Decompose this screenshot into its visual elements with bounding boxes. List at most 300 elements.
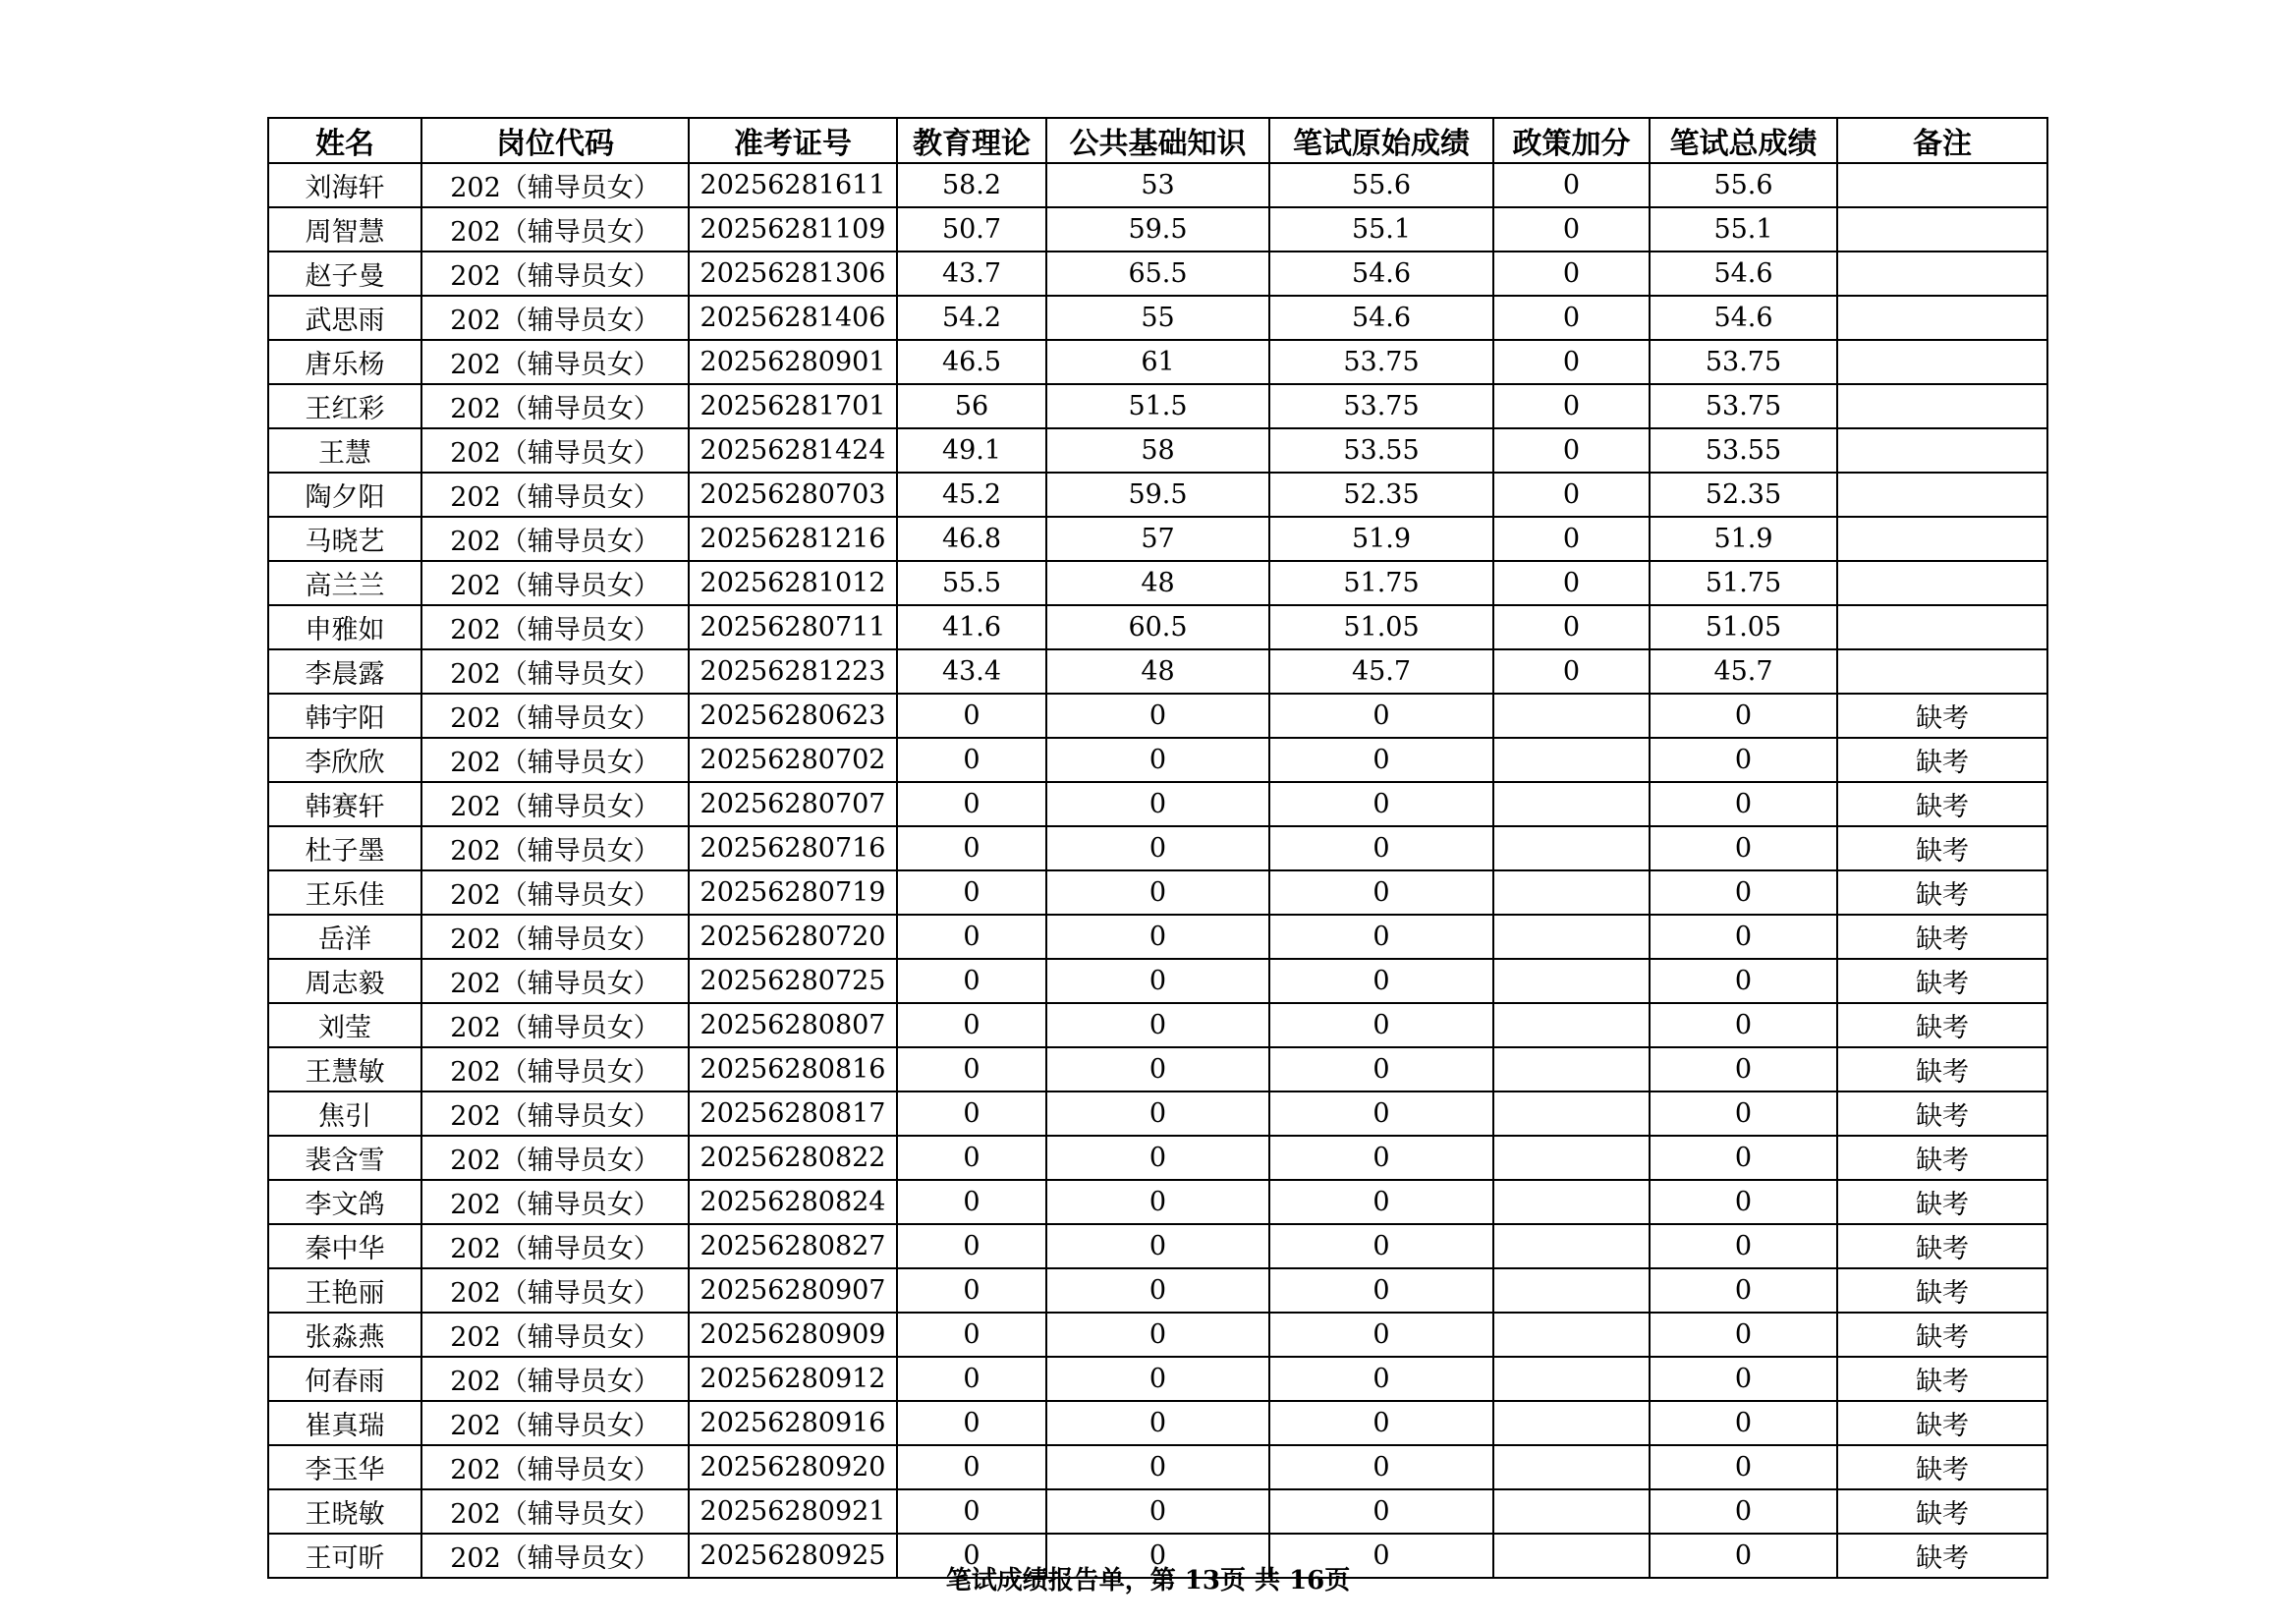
cell-education-theory: 50.7 bbox=[897, 207, 1046, 252]
cell-ticket-number: 20256280711 bbox=[689, 605, 897, 649]
cell-raw-score: 0 bbox=[1269, 694, 1493, 738]
cell-education-theory: 49.1 bbox=[897, 428, 1046, 473]
cell-policy-bonus bbox=[1493, 1091, 1650, 1136]
cell-total-score: 51.75 bbox=[1650, 561, 1837, 605]
table-row bbox=[268, 605, 2047, 649]
cell-remark: 缺考 bbox=[1837, 1445, 2047, 1489]
cell-raw-score: 54.6 bbox=[1269, 252, 1493, 296]
cell-education-theory: 0 bbox=[897, 1357, 1046, 1401]
cell-remark: 缺考 bbox=[1837, 1534, 2047, 1578]
cell-raw-score: 0 bbox=[1269, 1180, 1493, 1224]
cell-position-code: 202（辅导员女） bbox=[421, 1313, 689, 1357]
cell-remark bbox=[1837, 473, 2047, 517]
cell-remark bbox=[1837, 296, 2047, 340]
table-row bbox=[268, 340, 2047, 384]
cell-education-theory: 0 bbox=[897, 915, 1046, 959]
cell-ticket-number: 20256280901 bbox=[689, 340, 897, 384]
cell-education-theory: 46.5 bbox=[897, 340, 1046, 384]
table-row bbox=[268, 561, 2047, 605]
cell-position-code: 202（辅导员女） bbox=[421, 517, 689, 561]
cell-public-knowledge: 60.5 bbox=[1046, 605, 1269, 649]
cell-name: 唐乐杨 bbox=[268, 340, 421, 384]
cell-raw-score: 0 bbox=[1269, 1224, 1493, 1268]
table-row bbox=[268, 782, 2047, 826]
cell-policy-bonus bbox=[1493, 870, 1650, 915]
cell-ticket-number: 20256281012 bbox=[689, 561, 897, 605]
cell-policy-bonus: 0 bbox=[1493, 561, 1650, 605]
cell-name: 王可昕 bbox=[268, 1534, 421, 1578]
header-raw-score: 笔试原始成绩 bbox=[1269, 118, 1493, 163]
cell-name: 高兰兰 bbox=[268, 561, 421, 605]
table-row bbox=[268, 1091, 2047, 1136]
cell-position-code: 202（辅导员女） bbox=[421, 1224, 689, 1268]
cell-raw-score: 0 bbox=[1269, 870, 1493, 915]
cell-position-code: 202（辅导员女） bbox=[421, 915, 689, 959]
cell-policy-bonus bbox=[1493, 915, 1650, 959]
cell-policy-bonus: 0 bbox=[1493, 517, 1650, 561]
table-row bbox=[268, 959, 2047, 1003]
cell-ticket-number: 20256280623 bbox=[689, 694, 897, 738]
cell-policy-bonus: 0 bbox=[1493, 296, 1650, 340]
cell-total-score: 0 bbox=[1650, 782, 1837, 826]
cell-remark: 缺考 bbox=[1837, 826, 2047, 870]
cell-public-knowledge: 0 bbox=[1046, 959, 1269, 1003]
cell-name: 焦引 bbox=[268, 1091, 421, 1136]
cell-public-knowledge: 0 bbox=[1046, 1091, 1269, 1136]
cell-name: 王乐佳 bbox=[268, 870, 421, 915]
cell-raw-score: 55.6 bbox=[1269, 163, 1493, 207]
cell-policy-bonus bbox=[1493, 1224, 1650, 1268]
cell-public-knowledge: 59.5 bbox=[1046, 473, 1269, 517]
cell-total-score: 55.1 bbox=[1650, 207, 1837, 252]
cell-raw-score: 0 bbox=[1269, 915, 1493, 959]
cell-total-score: 0 bbox=[1650, 1091, 1837, 1136]
table-row bbox=[268, 870, 2047, 915]
cell-name: 李晨露 bbox=[268, 649, 421, 694]
cell-raw-score: 0 bbox=[1269, 1091, 1493, 1136]
cell-public-knowledge: 0 bbox=[1046, 1313, 1269, 1357]
cell-policy-bonus bbox=[1493, 1180, 1650, 1224]
cell-name: 王慧敏 bbox=[268, 1047, 421, 1091]
cell-name: 刘海轩 bbox=[268, 163, 421, 207]
cell-policy-bonus: 0 bbox=[1493, 163, 1650, 207]
cell-raw-score: 51.05 bbox=[1269, 605, 1493, 649]
cell-remark: 缺考 bbox=[1837, 1091, 2047, 1136]
cell-remark bbox=[1837, 605, 2047, 649]
cell-position-code: 202（辅导员女） bbox=[421, 1180, 689, 1224]
cell-total-score: 0 bbox=[1650, 1401, 1837, 1445]
cell-raw-score: 0 bbox=[1269, 1136, 1493, 1180]
cell-ticket-number: 20256281424 bbox=[689, 428, 897, 473]
table-row bbox=[268, 1445, 2047, 1489]
cell-remark: 缺考 bbox=[1837, 1180, 2047, 1224]
cell-public-knowledge: 0 bbox=[1046, 1534, 1269, 1578]
cell-remark: 缺考 bbox=[1837, 870, 2047, 915]
cell-policy-bonus bbox=[1493, 1445, 1650, 1489]
cell-ticket-number: 20256280702 bbox=[689, 738, 897, 782]
cell-ticket-number: 20256281109 bbox=[689, 207, 897, 252]
cell-raw-score: 0 bbox=[1269, 1357, 1493, 1401]
cell-policy-bonus: 0 bbox=[1493, 649, 1650, 694]
cell-education-theory: 56 bbox=[897, 384, 1046, 428]
cell-remark: 缺考 bbox=[1837, 738, 2047, 782]
cell-public-knowledge: 0 bbox=[1046, 1180, 1269, 1224]
cell-position-code: 202（辅导员女） bbox=[421, 1091, 689, 1136]
page-footer: 笔试成绩报告单，第 13页 共 16页 bbox=[945, 1566, 1351, 1595]
cell-education-theory: 0 bbox=[897, 782, 1046, 826]
cell-raw-score: 51.9 bbox=[1269, 517, 1493, 561]
cell-total-score: 0 bbox=[1650, 1313, 1837, 1357]
cell-total-score: 0 bbox=[1650, 826, 1837, 870]
cell-position-code: 202（辅导员女） bbox=[421, 1489, 689, 1534]
header-education-theory: 教育理论 bbox=[897, 118, 1046, 163]
cell-total-score: 0 bbox=[1650, 1136, 1837, 1180]
cell-public-knowledge: 0 bbox=[1046, 1047, 1269, 1091]
cell-policy-bonus: 0 bbox=[1493, 384, 1650, 428]
cell-remark: 缺考 bbox=[1837, 915, 2047, 959]
cell-position-code: 202（辅导员女） bbox=[421, 1136, 689, 1180]
cell-remark: 缺考 bbox=[1837, 1136, 2047, 1180]
cell-public-knowledge: 0 bbox=[1046, 1489, 1269, 1534]
cell-public-knowledge: 55 bbox=[1046, 296, 1269, 340]
cell-ticket-number: 20256280817 bbox=[689, 1091, 897, 1136]
cell-public-knowledge: 0 bbox=[1046, 1003, 1269, 1047]
cell-name: 马晓艺 bbox=[268, 517, 421, 561]
cell-ticket-number: 20256280907 bbox=[689, 1268, 897, 1313]
cell-policy-bonus bbox=[1493, 826, 1650, 870]
cell-remark: 缺考 bbox=[1837, 694, 2047, 738]
cell-raw-score: 53.75 bbox=[1269, 384, 1493, 428]
cell-public-knowledge: 0 bbox=[1046, 738, 1269, 782]
cell-name: 崔真瑞 bbox=[268, 1401, 421, 1445]
table-row bbox=[268, 915, 2047, 959]
cell-education-theory: 0 bbox=[897, 959, 1046, 1003]
cell-position-code: 202（辅导员女） bbox=[421, 252, 689, 296]
cell-education-theory: 0 bbox=[897, 738, 1046, 782]
cell-raw-score: 54.6 bbox=[1269, 296, 1493, 340]
cell-raw-score: 0 bbox=[1269, 826, 1493, 870]
cell-raw-score: 0 bbox=[1269, 1313, 1493, 1357]
cell-ticket-number: 20256280921 bbox=[689, 1489, 897, 1534]
cell-education-theory: 0 bbox=[897, 1445, 1046, 1489]
cell-total-score: 0 bbox=[1650, 1180, 1837, 1224]
cell-total-score: 0 bbox=[1650, 1047, 1837, 1091]
cell-policy-bonus bbox=[1493, 1003, 1650, 1047]
table-row bbox=[268, 738, 2047, 782]
cell-total-score: 0 bbox=[1650, 694, 1837, 738]
cell-public-knowledge: 0 bbox=[1046, 782, 1269, 826]
cell-policy-bonus bbox=[1493, 694, 1650, 738]
cell-policy-bonus: 0 bbox=[1493, 340, 1650, 384]
cell-public-knowledge: 48 bbox=[1046, 561, 1269, 605]
cell-education-theory: 0 bbox=[897, 1136, 1046, 1180]
cell-policy-bonus bbox=[1493, 1136, 1650, 1180]
cell-total-score: 0 bbox=[1650, 1268, 1837, 1313]
cell-policy-bonus bbox=[1493, 1401, 1650, 1445]
cell-raw-score: 51.75 bbox=[1269, 561, 1493, 605]
cell-total-score: 0 bbox=[1650, 1003, 1837, 1047]
cell-raw-score: 53.75 bbox=[1269, 340, 1493, 384]
table-row bbox=[268, 473, 2047, 517]
cell-education-theory: 0 bbox=[897, 1534, 1046, 1578]
cell-remark bbox=[1837, 384, 2047, 428]
cell-total-score: 45.7 bbox=[1650, 649, 1837, 694]
cell-public-knowledge: 0 bbox=[1046, 915, 1269, 959]
cell-position-code: 202（辅导员女） bbox=[421, 738, 689, 782]
cell-ticket-number: 20256280925 bbox=[689, 1534, 897, 1578]
table-row bbox=[268, 649, 2047, 694]
cell-raw-score: 0 bbox=[1269, 782, 1493, 826]
cell-ticket-number: 20256280725 bbox=[689, 959, 897, 1003]
cell-position-code: 202（辅导员女） bbox=[421, 207, 689, 252]
cell-name: 周智慧 bbox=[268, 207, 421, 252]
cell-name: 韩宇阳 bbox=[268, 694, 421, 738]
cell-raw-score: 0 bbox=[1269, 1268, 1493, 1313]
header-total-score: 笔试总成绩 bbox=[1650, 118, 1837, 163]
cell-position-code: 202（辅导员女） bbox=[421, 605, 689, 649]
cell-total-score: 51.9 bbox=[1650, 517, 1837, 561]
cell-position-code: 202（辅导员女） bbox=[421, 428, 689, 473]
cell-ticket-number: 20256280909 bbox=[689, 1313, 897, 1357]
cell-name: 秦中华 bbox=[268, 1224, 421, 1268]
header-position-code: 岗位代码 bbox=[421, 118, 689, 163]
cell-raw-score: 0 bbox=[1269, 959, 1493, 1003]
cell-public-knowledge: 51.5 bbox=[1046, 384, 1269, 428]
cell-remark: 缺考 bbox=[1837, 1357, 2047, 1401]
cell-total-score: 0 bbox=[1650, 1445, 1837, 1489]
cell-name: 王晓敏 bbox=[268, 1489, 421, 1534]
cell-policy-bonus: 0 bbox=[1493, 428, 1650, 473]
table-row bbox=[268, 1003, 2047, 1047]
cell-position-code: 202（辅导员女） bbox=[421, 473, 689, 517]
cell-remark: 缺考 bbox=[1837, 959, 2047, 1003]
cell-name: 赵子曼 bbox=[268, 252, 421, 296]
cell-remark bbox=[1837, 428, 2047, 473]
cell-name: 王艳丽 bbox=[268, 1268, 421, 1313]
cell-ticket-number: 20256281611 bbox=[689, 163, 897, 207]
header-name: 姓名 bbox=[268, 118, 421, 163]
cell-remark bbox=[1837, 163, 2047, 207]
cell-education-theory: 0 bbox=[897, 1401, 1046, 1445]
cell-policy-bonus: 0 bbox=[1493, 252, 1650, 296]
cell-name: 王红彩 bbox=[268, 384, 421, 428]
cell-policy-bonus bbox=[1493, 1047, 1650, 1091]
cell-ticket-number: 20256281216 bbox=[689, 517, 897, 561]
cell-name: 刘莹 bbox=[268, 1003, 421, 1047]
cell-position-code: 202（辅导员女） bbox=[421, 870, 689, 915]
cell-raw-score: 0 bbox=[1269, 738, 1493, 782]
table-row bbox=[268, 252, 2047, 296]
cell-position-code: 202（辅导员女） bbox=[421, 1445, 689, 1489]
cell-name: 杜子墨 bbox=[268, 826, 421, 870]
cell-ticket-number: 20256280920 bbox=[689, 1445, 897, 1489]
table-row bbox=[268, 1136, 2047, 1180]
cell-public-knowledge: 61 bbox=[1046, 340, 1269, 384]
header-ticket-number: 准考证号 bbox=[689, 118, 897, 163]
table-row bbox=[268, 1224, 2047, 1268]
cell-education-theory: 43.4 bbox=[897, 649, 1046, 694]
cell-remark bbox=[1837, 340, 2047, 384]
cell-name: 李文鸽 bbox=[268, 1180, 421, 1224]
cell-raw-score: 45.7 bbox=[1269, 649, 1493, 694]
cell-total-score: 53.75 bbox=[1650, 340, 1837, 384]
cell-ticket-number: 20256281406 bbox=[689, 296, 897, 340]
cell-name: 张淼燕 bbox=[268, 1313, 421, 1357]
cell-remark bbox=[1837, 207, 2047, 252]
cell-public-knowledge: 48 bbox=[1046, 649, 1269, 694]
header-public-knowledge: 公共基础知识 bbox=[1046, 118, 1269, 163]
cell-position-code: 202（辅导员女） bbox=[421, 384, 689, 428]
cell-ticket-number: 20256280719 bbox=[689, 870, 897, 915]
cell-public-knowledge: 58 bbox=[1046, 428, 1269, 473]
cell-education-theory: 0 bbox=[897, 694, 1046, 738]
table-row bbox=[268, 1313, 2047, 1357]
cell-raw-score: 0 bbox=[1269, 1003, 1493, 1047]
cell-policy-bonus bbox=[1493, 959, 1650, 1003]
cell-raw-score: 0 bbox=[1269, 1445, 1493, 1489]
cell-public-knowledge: 0 bbox=[1046, 1268, 1269, 1313]
table-row bbox=[268, 826, 2047, 870]
table-row bbox=[268, 694, 2047, 738]
cell-education-theory: 0 bbox=[897, 870, 1046, 915]
cell-remark bbox=[1837, 649, 2047, 694]
cell-position-code: 202（辅导员女） bbox=[421, 1003, 689, 1047]
cell-name: 何春雨 bbox=[268, 1357, 421, 1401]
cell-public-knowledge: 0 bbox=[1046, 1401, 1269, 1445]
cell-public-knowledge: 57 bbox=[1046, 517, 1269, 561]
cell-public-knowledge: 0 bbox=[1046, 694, 1269, 738]
cell-name: 韩赛轩 bbox=[268, 782, 421, 826]
cell-policy-bonus bbox=[1493, 782, 1650, 826]
cell-ticket-number: 20256280816 bbox=[689, 1047, 897, 1091]
cell-total-score: 0 bbox=[1650, 1224, 1837, 1268]
cell-ticket-number: 20256280807 bbox=[689, 1003, 897, 1047]
cell-ticket-number: 20256280912 bbox=[689, 1357, 897, 1401]
cell-total-score: 52.35 bbox=[1650, 473, 1837, 517]
cell-name: 王慧 bbox=[268, 428, 421, 473]
table-row bbox=[268, 163, 2047, 207]
cell-education-theory: 0 bbox=[897, 1091, 1046, 1136]
cell-education-theory: 0 bbox=[897, 1224, 1046, 1268]
cell-education-theory: 45.2 bbox=[897, 473, 1046, 517]
cell-remark: 缺考 bbox=[1837, 1224, 2047, 1268]
cell-position-code: 202（辅导员女） bbox=[421, 163, 689, 207]
cell-remark: 缺考 bbox=[1837, 1489, 2047, 1534]
cell-total-score: 53.55 bbox=[1650, 428, 1837, 473]
cell-total-score: 0 bbox=[1650, 738, 1837, 782]
score-table bbox=[267, 117, 2048, 1579]
cell-position-code: 202（辅导员女） bbox=[421, 1357, 689, 1401]
cell-policy-bonus: 0 bbox=[1493, 605, 1650, 649]
cell-name: 周志毅 bbox=[268, 959, 421, 1003]
cell-raw-score: 0 bbox=[1269, 1489, 1493, 1534]
cell-ticket-number: 20256281701 bbox=[689, 384, 897, 428]
cell-raw-score: 0 bbox=[1269, 1401, 1493, 1445]
table-row bbox=[268, 428, 2047, 473]
cell-education-theory: 0 bbox=[897, 1180, 1046, 1224]
cell-education-theory: 0 bbox=[897, 1268, 1046, 1313]
cell-total-score: 54.6 bbox=[1650, 296, 1837, 340]
cell-ticket-number: 20256280707 bbox=[689, 782, 897, 826]
cell-position-code: 202（辅导员女） bbox=[421, 782, 689, 826]
cell-ticket-number: 20256281306 bbox=[689, 252, 897, 296]
cell-raw-score: 55.1 bbox=[1269, 207, 1493, 252]
table-row bbox=[268, 384, 2047, 428]
cell-education-theory: 0 bbox=[897, 1003, 1046, 1047]
cell-name: 李欣欣 bbox=[268, 738, 421, 782]
cell-public-knowledge: 65.5 bbox=[1046, 252, 1269, 296]
cell-public-knowledge: 0 bbox=[1046, 1357, 1269, 1401]
cell-policy-bonus bbox=[1493, 1313, 1650, 1357]
cell-public-knowledge: 0 bbox=[1046, 1136, 1269, 1180]
table-row bbox=[268, 1489, 2047, 1534]
cell-policy-bonus bbox=[1493, 1357, 1650, 1401]
cell-remark bbox=[1837, 252, 2047, 296]
cell-public-knowledge: 53 bbox=[1046, 163, 1269, 207]
cell-public-knowledge: 0 bbox=[1046, 1224, 1269, 1268]
cell-name: 李玉华 bbox=[268, 1445, 421, 1489]
cell-total-score: 0 bbox=[1650, 959, 1837, 1003]
header-row bbox=[268, 118, 2047, 163]
cell-raw-score: 53.55 bbox=[1269, 428, 1493, 473]
cell-remark: 缺考 bbox=[1837, 1047, 2047, 1091]
cell-policy-bonus bbox=[1493, 738, 1650, 782]
cell-public-knowledge: 0 bbox=[1046, 826, 1269, 870]
cell-total-score: 0 bbox=[1650, 1357, 1837, 1401]
table-row bbox=[268, 207, 2047, 252]
cell-ticket-number: 20256281223 bbox=[689, 649, 897, 694]
cell-public-knowledge: 0 bbox=[1046, 870, 1269, 915]
cell-remark: 缺考 bbox=[1837, 1313, 2047, 1357]
cell-policy-bonus bbox=[1493, 1268, 1650, 1313]
cell-remark bbox=[1837, 561, 2047, 605]
cell-name: 武思雨 bbox=[268, 296, 421, 340]
cell-raw-score: 0 bbox=[1269, 1534, 1493, 1578]
cell-raw-score: 0 bbox=[1269, 1047, 1493, 1091]
cell-total-score: 54.6 bbox=[1650, 252, 1837, 296]
cell-total-score: 0 bbox=[1650, 870, 1837, 915]
cell-position-code: 202（辅导员女） bbox=[421, 561, 689, 605]
cell-education-theory: 54.2 bbox=[897, 296, 1046, 340]
cell-name: 裴含雪 bbox=[268, 1136, 421, 1180]
header-policy-bonus: 政策加分 bbox=[1493, 118, 1650, 163]
cell-ticket-number: 20256280716 bbox=[689, 826, 897, 870]
cell-policy-bonus: 0 bbox=[1493, 473, 1650, 517]
cell-remark: 缺考 bbox=[1837, 1268, 2047, 1313]
cell-total-score: 0 bbox=[1650, 915, 1837, 959]
cell-position-code: 202（辅导员女） bbox=[421, 1047, 689, 1091]
cell-remark: 缺考 bbox=[1837, 782, 2047, 826]
cell-position-code: 202（辅导员女） bbox=[421, 1268, 689, 1313]
cell-name: 陶夕阳 bbox=[268, 473, 421, 517]
table-row bbox=[268, 1180, 2047, 1224]
cell-total-score: 53.75 bbox=[1650, 384, 1837, 428]
table-row bbox=[268, 1268, 2047, 1313]
table-row bbox=[268, 1401, 2047, 1445]
cell-position-code: 202（辅导员女） bbox=[421, 1401, 689, 1445]
cell-public-knowledge: 0 bbox=[1046, 1445, 1269, 1489]
cell-education-theory: 55.5 bbox=[897, 561, 1046, 605]
cell-public-knowledge: 59.5 bbox=[1046, 207, 1269, 252]
table-row bbox=[268, 296, 2047, 340]
cell-ticket-number: 20256280822 bbox=[689, 1136, 897, 1180]
cell-position-code: 202（辅导员女） bbox=[421, 959, 689, 1003]
table-row bbox=[268, 1357, 2047, 1401]
cell-ticket-number: 20256280827 bbox=[689, 1224, 897, 1268]
cell-education-theory: 58.2 bbox=[897, 163, 1046, 207]
cell-position-code: 202（辅导员女） bbox=[421, 649, 689, 694]
cell-remark: 缺考 bbox=[1837, 1003, 2047, 1047]
